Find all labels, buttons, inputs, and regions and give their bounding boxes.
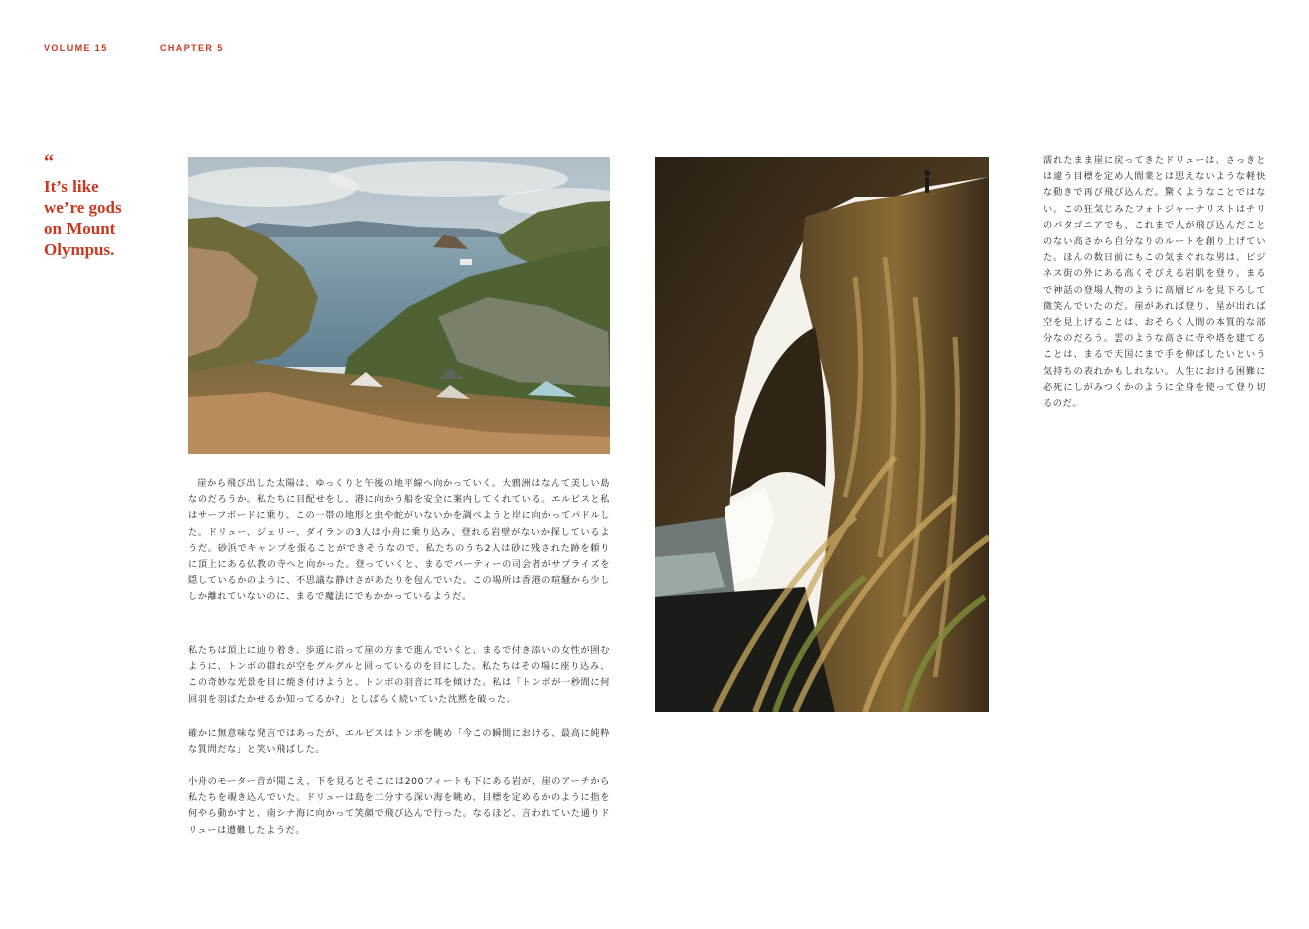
sea-arch-photo <box>655 157 989 712</box>
body-paragraph-4: 小舟のモーター音が聞こえ、下を見るとそこには200フィートも下にある岩が、崖のアーチから私たちを覗き込んでいた。ドリューは島を二分する深い海を眺め、目標を定めるかのように指を何やら動かすと、南シナ海に向かって笑顔で飛び込んで行った。なるほど、言われていた通りドリューは遭難したようだ。 <box>188 776 610 836</box>
chapter-label: CHAPTER 5 <box>160 43 224 53</box>
sea-arch-photo-icon <box>655 157 989 712</box>
pull-quote: It’s like we’re gods on Mount Olympus. <box>44 177 122 259</box>
body-paragraph-5: 濡れたまま崖に戻ってきたドリューは、さっきとは違う目標を定め人間業とは思えないような軽快な動きで再び飛び込んだ。驚くようなことではない。この狂気じみたフォトジャーナリストはチリのパタゴニアでも、これまで人が飛び込んだことのない高さから自分なりのルートを創り上げていた。ほんの数日前にもこの気まぐれな男は、ビジネス街の外にある高くそびえる岩肌を登り、まるで神話の登場人物のように高層ビルを見下ろして微笑んでいたのだ。崖があれば登り、星が出れば空を見上げることは、おそらく人間の本質的な部分なのだろう。雲のような高さに寺や塔を建てることは、まるで天国にまで手を伸ばしたいという気持ちの表れかもしれない。人生における困難に必死にしがみつくかのように全身を使って登り切るのだ。 <box>1043 155 1266 410</box>
landscape-photo-icon <box>188 157 610 454</box>
body-paragraph-1: 崖から飛び出した太陽は、ゆっくりと午後の地平線へ向かっていく。大鴉洲はなんて美しい島なのだろうか。私たちに目配せをし、港に向かう船を安全に案内してくれている。エルビスと私はサーフボードに乗り、この一帯の地形と虫や蛇がいないかを調べようと岸に向かってパドルした。ドリュー、ジェリー、ダイランの3人は小舟に乗り込み、登れる岩壁がないか探しているようだ。砂浜でキャンプを張ることができそうなので、私たちのうち2人は砂に残された跡を頼りに頂上にある仏教の寺へと向かった。登っていくと、まるでパーティーの司会者がサプライズを隠しているかのように、不思議な静けさがあたりを包んでいた。この場所は香港の喧騒から少ししか離れていないのに、まるで魔法にでもかかっているようだ。 <box>188 478 610 603</box>
body-paragraph-3: 確かに無意味な発言ではあったが、エルビスはトンボを眺め「今この瞬間における、最高に純粋な質問だな」と笑い飛ばした。 <box>188 728 610 756</box>
volume-label: VOLUME 15 <box>44 43 108 53</box>
campsite-photo <box>188 157 610 454</box>
quote-mark: “ <box>44 151 54 173</box>
body-paragraph-2: 私たちは頂上に辿り着き、歩道に沿って崖の方まで進んでいくと、まるで付き添いの女性が囲むように、トンボの群れが空をグルグルと回っているのを目にした。私たちはその場に座り込み、この奇妙な光景を目に焼き付けようと、トンボの羽音に耳を傾けた。私は「トンボが一秒間に何回羽を羽ばたかせるか知ってるか?」としばらく続いていた沈黙を破った。 <box>188 645 610 705</box>
